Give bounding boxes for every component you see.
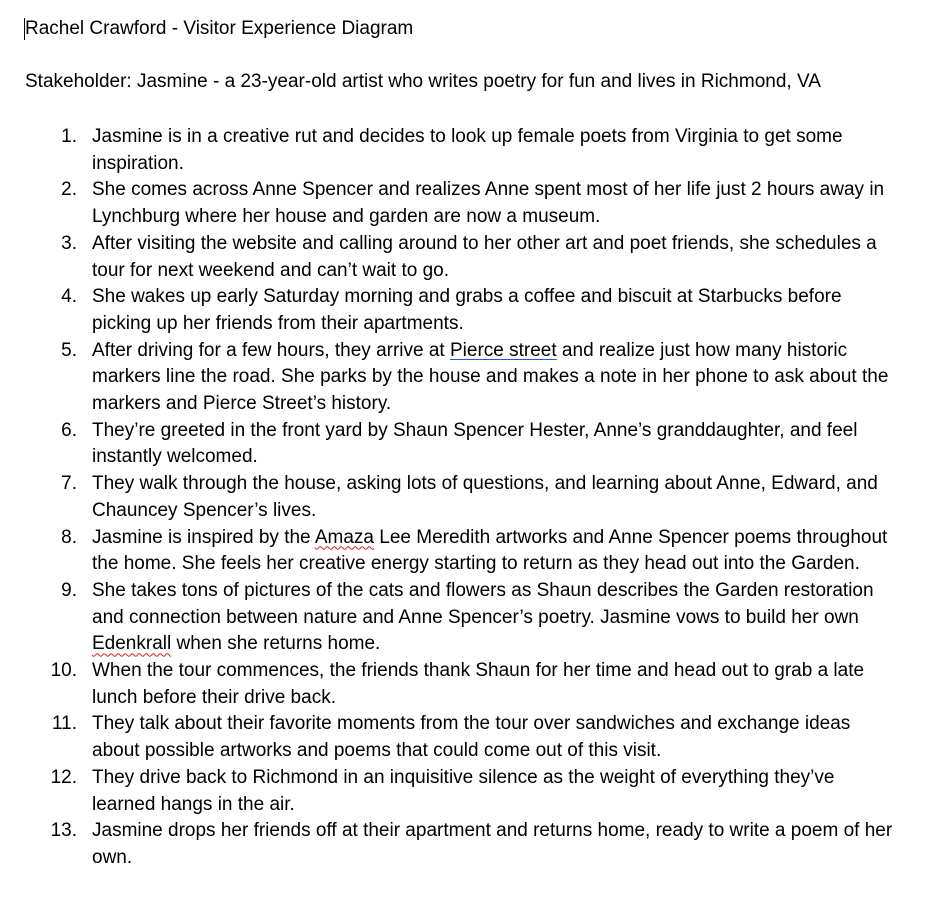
list-item-text-part: Lee Meredith artworks and Anne Spencer poems throughout the home. She feels her creative energy starting to return as they head out into the Garden. — [92, 526, 888, 575]
list-item-number: 2. — [61, 179, 77, 201]
list-item[interactable] — [0, 418, 946, 471]
list-item-text: She comes across Anne Spencer and realizes Anne spent most of her life just 2 hours away in Lynchburg where her house and garden are now a museum. — [92, 179, 885, 228]
spellcheck-flagged-word[interactable]: Edenkrall — [92, 633, 172, 655]
list-item-number: 4. — [61, 286, 77, 308]
list-item-text: She wakes up early Saturday morning and grabs a coffee and biscuit at Starbucks before picking up her friends from their apartments. — [92, 286, 842, 334]
list-item-text — [92, 338, 896, 418]
list-item-text-part: Jasmine is inspired by the — [92, 526, 315, 548]
list-item-text — [92, 578, 896, 658]
list-item-text: Jasmine is in a creative rut and decides to look up female poets from Virginia to get some inspiration. — [92, 126, 843, 174]
pierce-street-link[interactable]: Pierce street — [450, 339, 557, 361]
list-item-text-part: and realize just how many historic markers line the road. She parks by the house and makes a note in her phone to ask about the markers and Pierce Street’s history. — [92, 339, 889, 415]
list-item-text: When the tour commences, the friends thank Shaun for her time and head out to grab a late lunch before their drive back. — [92, 660, 865, 708]
list-item-text-part: when she returns home. — [171, 633, 381, 655]
list-item-number: 9. — [61, 579, 77, 601]
document-title[interactable]: Rachel Crawford - Visitor Experience Diagram — [25, 18, 414, 39]
list-item[interactable] — [0, 818, 946, 871]
list-item-number: 13. — [50, 820, 77, 842]
list-item-text-part: After driving for a few hours, they arrive at — [92, 339, 450, 361]
list-item[interactable] — [0, 284, 946, 337]
list-item-text — [92, 525, 896, 578]
list-item[interactable] — [0, 765, 946, 818]
list-item[interactable] — [0, 525, 946, 578]
list-item-text: They talk about their favorite moments from the tour over sandwiches and exchange ideas about possible artworks and poems that could come out of this visit. — [92, 713, 851, 762]
stakeholder-line[interactable]: Stakeholder: Jasmine - a 23-year-old artist who writes poetry for fun and lives in Richmond, VA — [25, 71, 821, 92]
list-item-number: 11. — [51, 713, 77, 735]
list-item[interactable] — [0, 231, 946, 284]
list-item-number: 12. — [50, 766, 77, 788]
list-item[interactable] — [0, 578, 946, 658]
list-item[interactable] — [0, 124, 946, 177]
list-item-number: 1. — [61, 126, 77, 147]
list-item[interactable] — [0, 177, 946, 230]
list-item[interactable] — [0, 338, 946, 418]
list-item-number: 6. — [61, 419, 77, 441]
list-item-number: 7. — [61, 473, 77, 495]
list-item[interactable] — [0, 471, 946, 524]
list-item[interactable] — [0, 658, 946, 711]
steps-list — [0, 124, 946, 872]
list-item-text: They walk through the house, asking lots of questions, and learning about Anne, Edward, and Chauncey Spencer’s lives. — [92, 473, 878, 521]
list-item-text: They’re greeted in the front yard by Shaun Spencer Hester, Anne’s granddaughter, and feel instantly welcomed. — [92, 419, 858, 468]
list-item-number: 3. — [61, 232, 77, 254]
list-item-number: 5. — [61, 339, 77, 361]
list-item-text-part: She takes tons of pictures of the cats and flowers as Shaun describes the Garden restoration and connection between nature and Anne Spencer’s poetry. Jasmine vows to build her own — [92, 579, 874, 628]
spellcheck-flagged-word[interactable]: Amaza — [314, 526, 374, 548]
list-item-text: Jasmine drops her friends off at their apartment and returns home, ready to write a poem of her own. — [92, 820, 893, 868]
list-item-number: 10. — [50, 660, 77, 682]
list-item-text: They drive back to Richmond in an inquisitive silence as the weight of everything they’ve learned hangs in the air. — [92, 766, 835, 815]
list-item[interactable] — [0, 711, 946, 764]
list-item-number: 8. — [61, 526, 77, 548]
list-item-text: After visiting the website and calling around to her other art and poet friends, she schedules a tour for next weekend and can’t wait to go. — [92, 232, 877, 281]
